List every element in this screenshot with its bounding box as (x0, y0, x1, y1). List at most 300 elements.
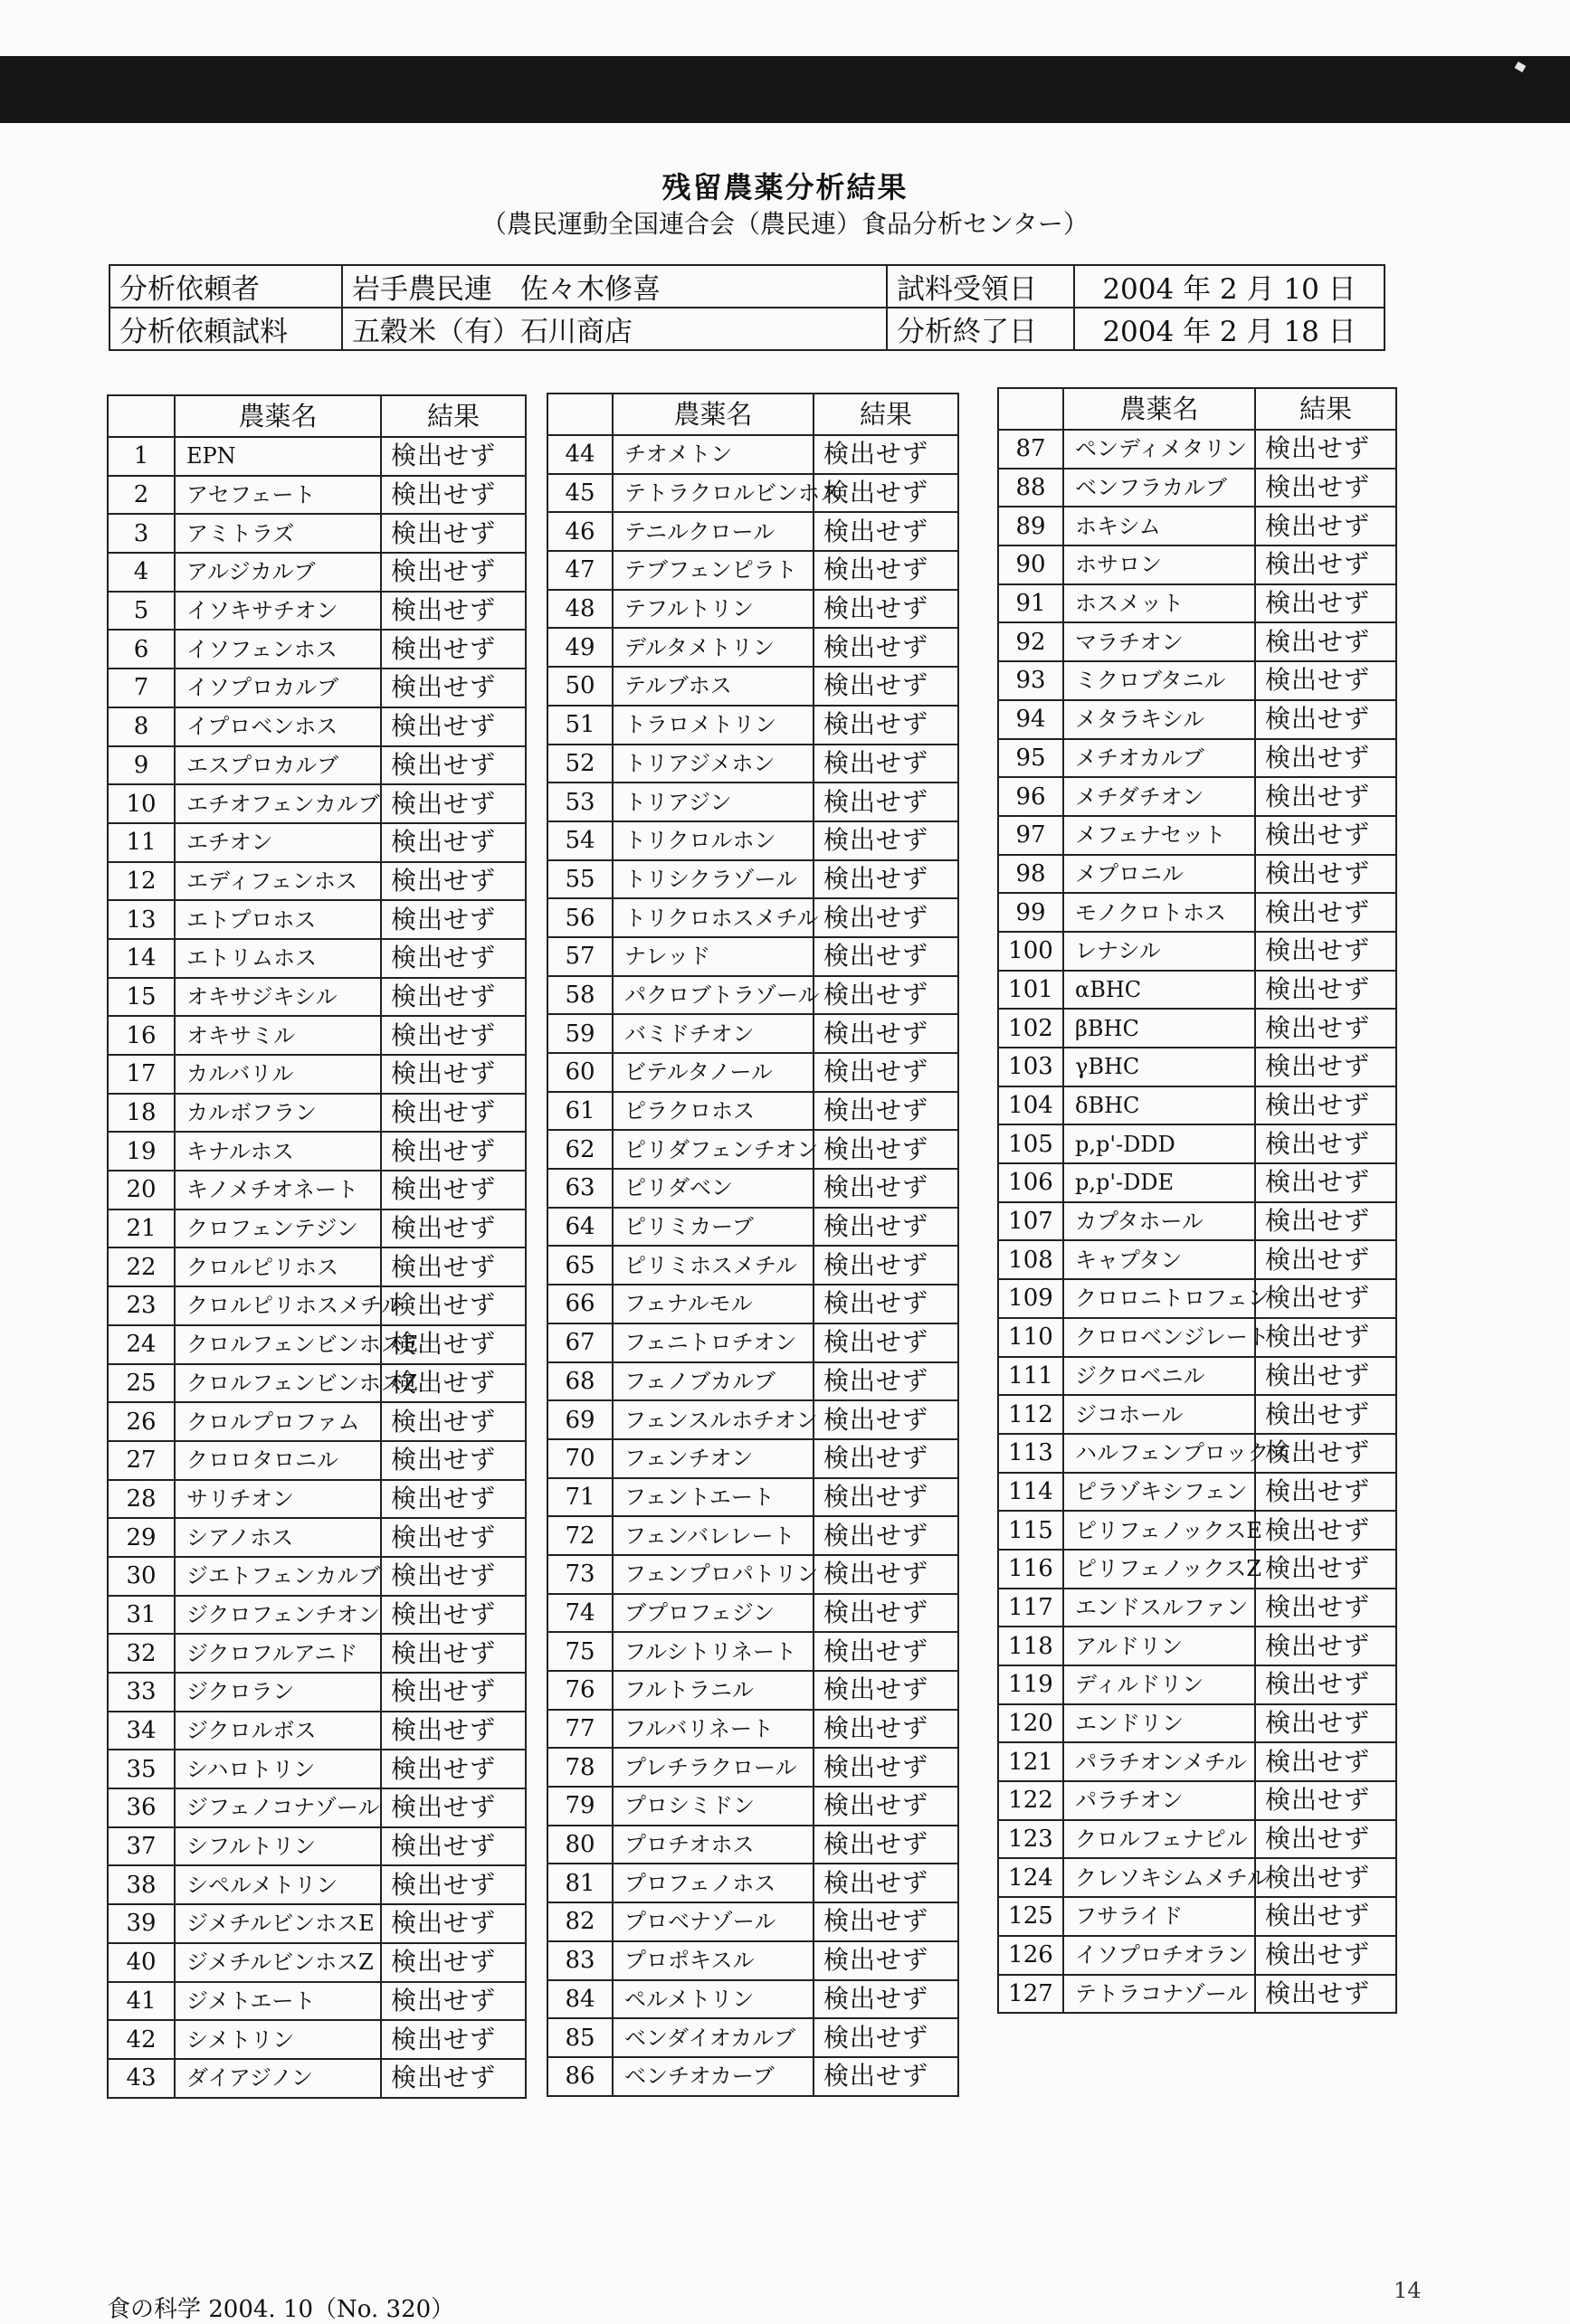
table-row (547, 1439, 958, 1478)
table-row (998, 816, 1396, 855)
pesticide-name: ジメチルビンホスZ (175, 1943, 381, 1982)
header-no (547, 394, 613, 435)
table-row (998, 1781, 1396, 1820)
pesticide-name: フサライド (1063, 1897, 1255, 1936)
result-value: 検出せず (814, 1980, 958, 2019)
row-number: 12 (108, 862, 175, 901)
result-value: 検出せず (1255, 1820, 1396, 1859)
table-row (547, 1285, 958, 1323)
table-row (547, 1400, 958, 1439)
table-row (998, 622, 1396, 661)
row-number: 30 (108, 1557, 175, 1596)
pesticide-name: クロフェンテジン (175, 1209, 381, 1248)
pesticide-name: パクロブトラゾール (613, 976, 814, 1015)
table-row (108, 437, 526, 476)
table-row (998, 1279, 1396, 1318)
pesticide-name: αBHC (1063, 971, 1255, 1010)
pesticide-name: メフェナセット (1063, 816, 1255, 855)
pesticide-name: フルバリネート (613, 1710, 814, 1749)
row-number: 7 (108, 669, 175, 707)
row-number: 104 (998, 1086, 1063, 1125)
table-row (998, 469, 1396, 507)
result-value: 検出せず (1255, 1858, 1396, 1897)
row-number: 6 (108, 630, 175, 669)
result-value: 検出せず (1255, 1781, 1396, 1820)
pesticide-name: イソキサチオン (175, 592, 381, 631)
result-value: 検出せず (381, 630, 526, 669)
pesticide-name: プロチオホス (613, 1826, 814, 1864)
table-row (547, 2057, 958, 2096)
row-number: 91 (998, 584, 1063, 623)
table-row (108, 1364, 526, 1403)
row-number: 113 (998, 1434, 1063, 1473)
table-row (998, 661, 1396, 700)
table-row (998, 1473, 1396, 1512)
row-number: 85 (547, 2018, 613, 2057)
pesticide-name: ベンフラカルブ (1063, 469, 1255, 507)
table-row (108, 1557, 526, 1596)
pesticide-name: エチオン (175, 823, 381, 862)
table-row (547, 1555, 958, 1594)
result-value: 検出せず (381, 592, 526, 631)
table-row (998, 1357, 1396, 1396)
table-row (108, 939, 526, 978)
table-row (108, 1209, 526, 1248)
result-value: 検出せず (814, 1826, 958, 1864)
pesticide-name: ピリミカーブ (613, 1208, 814, 1247)
top-black-band (0, 56, 1570, 123)
pesticide-name: ブプロフェジン (613, 1594, 814, 1633)
table-row (998, 1627, 1396, 1665)
pesticide-name: レナシル (1063, 932, 1255, 971)
table-row (108, 1441, 526, 1480)
result-value: 検出せず (1255, 1202, 1396, 1241)
result-value: 検出せず (1255, 584, 1396, 623)
table-row (108, 553, 526, 592)
result-value: 検出せず (814, 1439, 958, 1478)
result-value: 検出せず (814, 1246, 958, 1285)
result-value: 検出せず (814, 783, 958, 821)
row-number: 79 (547, 1787, 613, 1826)
row-number: 68 (547, 1362, 613, 1401)
sample-label: 分析依頼試料 (109, 308, 342, 350)
table-row (547, 1980, 958, 2019)
row-number: 99 (998, 893, 1063, 932)
table-row (547, 937, 958, 976)
result-value: 検出せず (814, 1787, 958, 1826)
pesticide-name: ホキシム (1063, 507, 1255, 545)
result-value: 検出せず (381, 1904, 526, 1943)
pesticide-name: アルジカルブ (175, 553, 381, 592)
pesticide-name: プロベナゾール (613, 1902, 814, 1941)
result-value: 検出せず (381, 1171, 526, 1209)
table-row (108, 1518, 526, 1557)
pesticide-name: クロルプロファム (175, 1402, 381, 1441)
result-value: 検出せず (814, 898, 958, 937)
header-result: 結果 (381, 395, 526, 437)
row-number: 4 (108, 553, 175, 592)
result-value: 検出せず (1255, 1086, 1396, 1125)
result-value: 検出せず (814, 1516, 958, 1555)
pesticide-name: トラロメトリン (613, 706, 814, 745)
pesticide-name: βBHC (1063, 1009, 1255, 1048)
result-value: 検出せず (814, 976, 958, 1015)
table-row (998, 507, 1396, 545)
table-row (108, 746, 526, 785)
pesticide-name: p,p'-DDE (1063, 1163, 1255, 1202)
table-row (998, 1665, 1396, 1704)
table-row (998, 1434, 1396, 1473)
table-row (998, 1936, 1396, 1975)
row-number: 109 (998, 1279, 1063, 1318)
result-value: 検出せず (814, 667, 958, 706)
table-row (108, 1865, 526, 1904)
pesticide-name: メタラキシル (1063, 700, 1255, 739)
table-row (547, 435, 958, 474)
result-value: 検出せず (1255, 816, 1396, 855)
table-row (547, 706, 958, 745)
pesticide-name: カルボフラン (175, 1094, 381, 1133)
result-value: 検出せず (381, 1982, 526, 2021)
result-value: 検出せず (814, 1130, 958, 1169)
result-value: 検出せず (1255, 507, 1396, 545)
pesticide-name: フェノブカルブ (613, 1362, 814, 1401)
result-value: 検出せず (381, 1750, 526, 1788)
result-value: 検出せず (814, 1208, 958, 1247)
table-row (547, 1014, 958, 1053)
result-value: 検出せず (1255, 1897, 1396, 1936)
pesticide-name: パラチオン (1063, 1781, 1255, 1820)
finished-label: 分析終了日 (887, 308, 1074, 350)
row-number: 13 (108, 900, 175, 939)
row-number: 92 (998, 622, 1063, 661)
pesticide-name: オキサジキシル (175, 978, 381, 1017)
table-row (998, 700, 1396, 739)
pesticide-name: テブフェンピラト (613, 551, 814, 590)
finished-value: 2004 年 2 月 18 日 (1074, 308, 1384, 350)
row-number: 9 (108, 746, 175, 785)
row-number: 71 (547, 1478, 613, 1517)
table-row (108, 1788, 526, 1827)
row-number: 2 (108, 476, 175, 515)
row-number: 70 (547, 1439, 613, 1478)
pesticide-name: キャプタン (1063, 1240, 1255, 1279)
result-value: 検出せず (814, 1014, 958, 1053)
row-number: 41 (108, 1982, 175, 2021)
row-number: 59 (547, 1014, 613, 1053)
pesticide-name: バミドチオン (613, 1014, 814, 1053)
result-value: 検出せず (814, 1362, 958, 1401)
result-value: 検出せず (381, 1286, 526, 1325)
row-number: 114 (998, 1473, 1063, 1512)
row-number: 57 (547, 937, 613, 976)
result-value: 検出せず (381, 1596, 526, 1635)
pesticide-name: ベンダイオカルブ (613, 2018, 814, 2057)
pesticide-name: ジクロルボス (175, 1712, 381, 1750)
result-value: 検出せず (1255, 1665, 1396, 1704)
table-row (108, 1982, 526, 2021)
table-row (108, 1904, 526, 1943)
pesticide-name: メチオカルブ (1063, 739, 1255, 778)
row-number: 40 (108, 1943, 175, 1982)
pesticide-name: ナレッド (613, 937, 814, 976)
pesticide-name: ピリミホスメチル (613, 1246, 814, 1285)
result-value: 検出せず (381, 900, 526, 939)
table-row (998, 430, 1396, 469)
pesticide-name: p,p'-DDD (1063, 1124, 1255, 1163)
row-number: 1 (108, 437, 175, 476)
table-row (547, 628, 958, 667)
result-value: 検出せず (1255, 777, 1396, 816)
result-value: 検出せず (814, 1594, 958, 1633)
row-number: 36 (108, 1788, 175, 1827)
requester-value: 岩手農民連 佐々木修喜 (342, 265, 887, 308)
row-number: 44 (547, 435, 613, 474)
result-value: 検出せず (814, 435, 958, 474)
row-number: 24 (108, 1325, 175, 1364)
row-number: 77 (547, 1710, 613, 1749)
table-row (108, 476, 526, 515)
row-number: 107 (998, 1202, 1063, 1241)
result-value: 検出せず (381, 1209, 526, 1248)
table-row (108, 1712, 526, 1750)
table-row (108, 1247, 526, 1286)
result-value: 検出せず (381, 2059, 526, 2098)
table-row (998, 1124, 1396, 1163)
row-number: 73 (547, 1555, 613, 1594)
row-number: 112 (998, 1395, 1063, 1434)
table-row (547, 512, 958, 551)
table-row (547, 1092, 958, 1131)
pesticide-name: ジメチルビンホスE (175, 1904, 381, 1943)
result-value: 検出せず (814, 474, 958, 513)
pesticide-name: シメトリン (175, 2020, 381, 2059)
table-row (547, 898, 958, 937)
row-number: 88 (998, 469, 1063, 507)
table-row (998, 893, 1396, 932)
table-row (108, 514, 526, 553)
row-number: 89 (998, 507, 1063, 545)
pesticide-name: イプロベンホス (175, 707, 381, 746)
table-row (108, 1634, 526, 1673)
table-row (547, 1632, 958, 1671)
table-row (998, 545, 1396, 584)
pesticide-name: マラチオン (1063, 622, 1255, 661)
row-number: 34 (108, 1712, 175, 1750)
result-value: 検出せず (1255, 1742, 1396, 1781)
pesticide-name: シペルメトリン (175, 1865, 381, 1904)
pesticide-name: テニルクロール (613, 512, 814, 551)
pesticide-name: フルトラニル (613, 1671, 814, 1710)
pesticide-name: エンドリン (1063, 1704, 1255, 1743)
table-row (547, 783, 958, 821)
result-value: 検出せず (1255, 1936, 1396, 1975)
pesticide-name: ピリフェノックスE (1063, 1511, 1255, 1550)
result-value: 検出せず (1255, 1704, 1396, 1743)
row-number: 120 (998, 1704, 1063, 1743)
table-row (108, 1055, 526, 1094)
pesticide-name: ダイアジノン (175, 2059, 381, 2098)
pesticide-name: エチオフェンカルブ (175, 784, 381, 823)
result-value: 検出せず (381, 1364, 526, 1403)
pesticide-name: イソプロチオラン (1063, 1936, 1255, 1975)
row-number: 94 (998, 700, 1063, 739)
result-value: 検出せず (381, 437, 526, 476)
result-value: 検出せず (814, 1092, 958, 1131)
pesticide-name: エディフェンホス (175, 862, 381, 901)
result-value: 検出せず (814, 1748, 958, 1787)
table-row (547, 1169, 958, 1208)
pesticide-name: ビテルタノール (613, 1053, 814, 1092)
result-value: 検出せず (814, 1169, 958, 1208)
table-row (547, 1826, 958, 1864)
row-number: 55 (547, 860, 613, 899)
row-number: 122 (998, 1781, 1063, 1820)
row-number: 110 (998, 1318, 1063, 1357)
row-number: 96 (998, 777, 1063, 816)
result-value: 検出せず (814, 590, 958, 629)
pesticide-name: ミクロブタニル (1063, 661, 1255, 700)
result-value: 検出せず (1255, 1975, 1396, 2014)
header-name: 農薬名 (1063, 388, 1255, 430)
results-table-3 (997, 387, 1397, 2014)
pesticide-name: エトリムホス (175, 939, 381, 978)
result-value: 検出せず (1255, 1473, 1396, 1512)
result-value: 検出せず (814, 1400, 958, 1439)
result-value: 検出せず (1255, 893, 1396, 932)
table-row (108, 978, 526, 1017)
row-number: 64 (547, 1208, 613, 1247)
result-value: 検出せず (1255, 545, 1396, 584)
result-value: 検出せず (1255, 469, 1396, 507)
row-number: 126 (998, 1936, 1063, 1975)
table-row (998, 1742, 1396, 1781)
row-number: 75 (547, 1632, 613, 1671)
pesticide-name: ピラゾキシフェン (1063, 1473, 1255, 1512)
result-value: 検出せず (1255, 1589, 1396, 1627)
table-row (998, 1163, 1396, 1202)
table-row (998, 1704, 1396, 1743)
table-row (547, 1864, 958, 1902)
table-row (547, 2018, 958, 2057)
result-value: 検出せず (1255, 661, 1396, 700)
result-value: 検出せず (381, 669, 526, 707)
header-no (108, 395, 175, 437)
table-row (998, 932, 1396, 971)
pesticide-name: チオメトン (613, 435, 814, 474)
row-number: 67 (547, 1323, 613, 1362)
table-row (547, 976, 958, 1015)
result-value: 検出せず (814, 706, 958, 745)
row-number: 97 (998, 816, 1063, 855)
row-number: 11 (108, 823, 175, 862)
pesticide-name: ピリダフェンチオン (613, 1130, 814, 1169)
pesticide-name: キナルホス (175, 1132, 381, 1171)
result-value: 検出せず (381, 1402, 526, 1441)
table-row (998, 855, 1396, 894)
pesticide-name: クロロニトロフェン (1063, 1279, 1255, 1318)
row-number: 53 (547, 783, 613, 821)
pesticide-name: ピリダベン (613, 1169, 814, 1208)
pesticide-name: プロフェノホス (613, 1864, 814, 1902)
table-row (998, 739, 1396, 778)
result-value: 検出せず (381, 1634, 526, 1673)
row-number: 45 (547, 474, 613, 513)
row-number: 20 (108, 1171, 175, 1209)
result-value: 検出せず (1255, 622, 1396, 661)
row-number: 125 (998, 1897, 1063, 1936)
table-row (998, 1511, 1396, 1550)
row-number: 52 (547, 745, 613, 783)
row-number: 62 (547, 1130, 613, 1169)
result-value: 検出せず (1255, 1318, 1396, 1357)
table-row (998, 1897, 1396, 1936)
row-number: 83 (547, 1941, 613, 1980)
result-value: 検出せず (1255, 739, 1396, 778)
pesticide-name: トリシクラゾール (613, 860, 814, 899)
sample-value: 五穀米（有）石川商店 (342, 308, 887, 350)
row-number: 16 (108, 1016, 175, 1055)
row-number: 127 (998, 1975, 1063, 2014)
table-row (998, 1086, 1396, 1125)
row-number: 116 (998, 1550, 1063, 1589)
result-value: 検出せず (1255, 932, 1396, 971)
row-number: 81 (547, 1864, 613, 1902)
row-number: 93 (998, 661, 1063, 700)
result-value: 検出せず (381, 862, 526, 901)
header-no (998, 388, 1063, 430)
pesticide-name: プレチラクロール (613, 1748, 814, 1787)
pesticide-name: アセフェート (175, 476, 381, 515)
result-value: 検出せず (1255, 1163, 1396, 1202)
table-row (108, 1480, 526, 1519)
table-row (998, 1202, 1396, 1241)
result-value: 検出せず (1255, 855, 1396, 894)
result-value: 検出せず (1255, 1048, 1396, 1086)
pesticide-name: ディルドリン (1063, 1665, 1255, 1704)
table-row (108, 592, 526, 631)
pesticide-name: フェントエート (613, 1478, 814, 1517)
row-number: 56 (547, 898, 613, 937)
row-number: 86 (547, 2057, 613, 2096)
pesticide-name: エトプロホス (175, 900, 381, 939)
result-value: 検出せず (381, 476, 526, 515)
result-value: 検出せず (814, 860, 958, 899)
result-value: 検出せず (381, 1943, 526, 1982)
table-row (108, 823, 526, 862)
result-value: 検出せず (381, 1712, 526, 1750)
result-value: 検出せず (381, 1827, 526, 1866)
result-value: 検出せず (381, 1788, 526, 1827)
result-value: 検出せず (814, 1671, 958, 1710)
row-number: 14 (108, 939, 175, 978)
table-row (108, 862, 526, 901)
pesticide-name: イソフェンホス (175, 630, 381, 669)
pesticide-name: モノクロトホス (1063, 893, 1255, 932)
pesticide-name: テルブホス (613, 667, 814, 706)
row-number: 72 (547, 1516, 613, 1555)
row-number: 58 (547, 976, 613, 1015)
result-value: 検出せず (381, 1016, 526, 1055)
table-row (998, 1009, 1396, 1048)
row-number: 17 (108, 1055, 175, 1094)
table-row (108, 784, 526, 823)
result-value: 検出せず (1255, 700, 1396, 739)
result-value: 検出せず (814, 2018, 958, 2057)
pesticide-name: フェンチオン (613, 1439, 814, 1478)
pesticide-name: ジメトエート (175, 1982, 381, 2021)
result-value: 検出せず (381, 1132, 526, 1171)
